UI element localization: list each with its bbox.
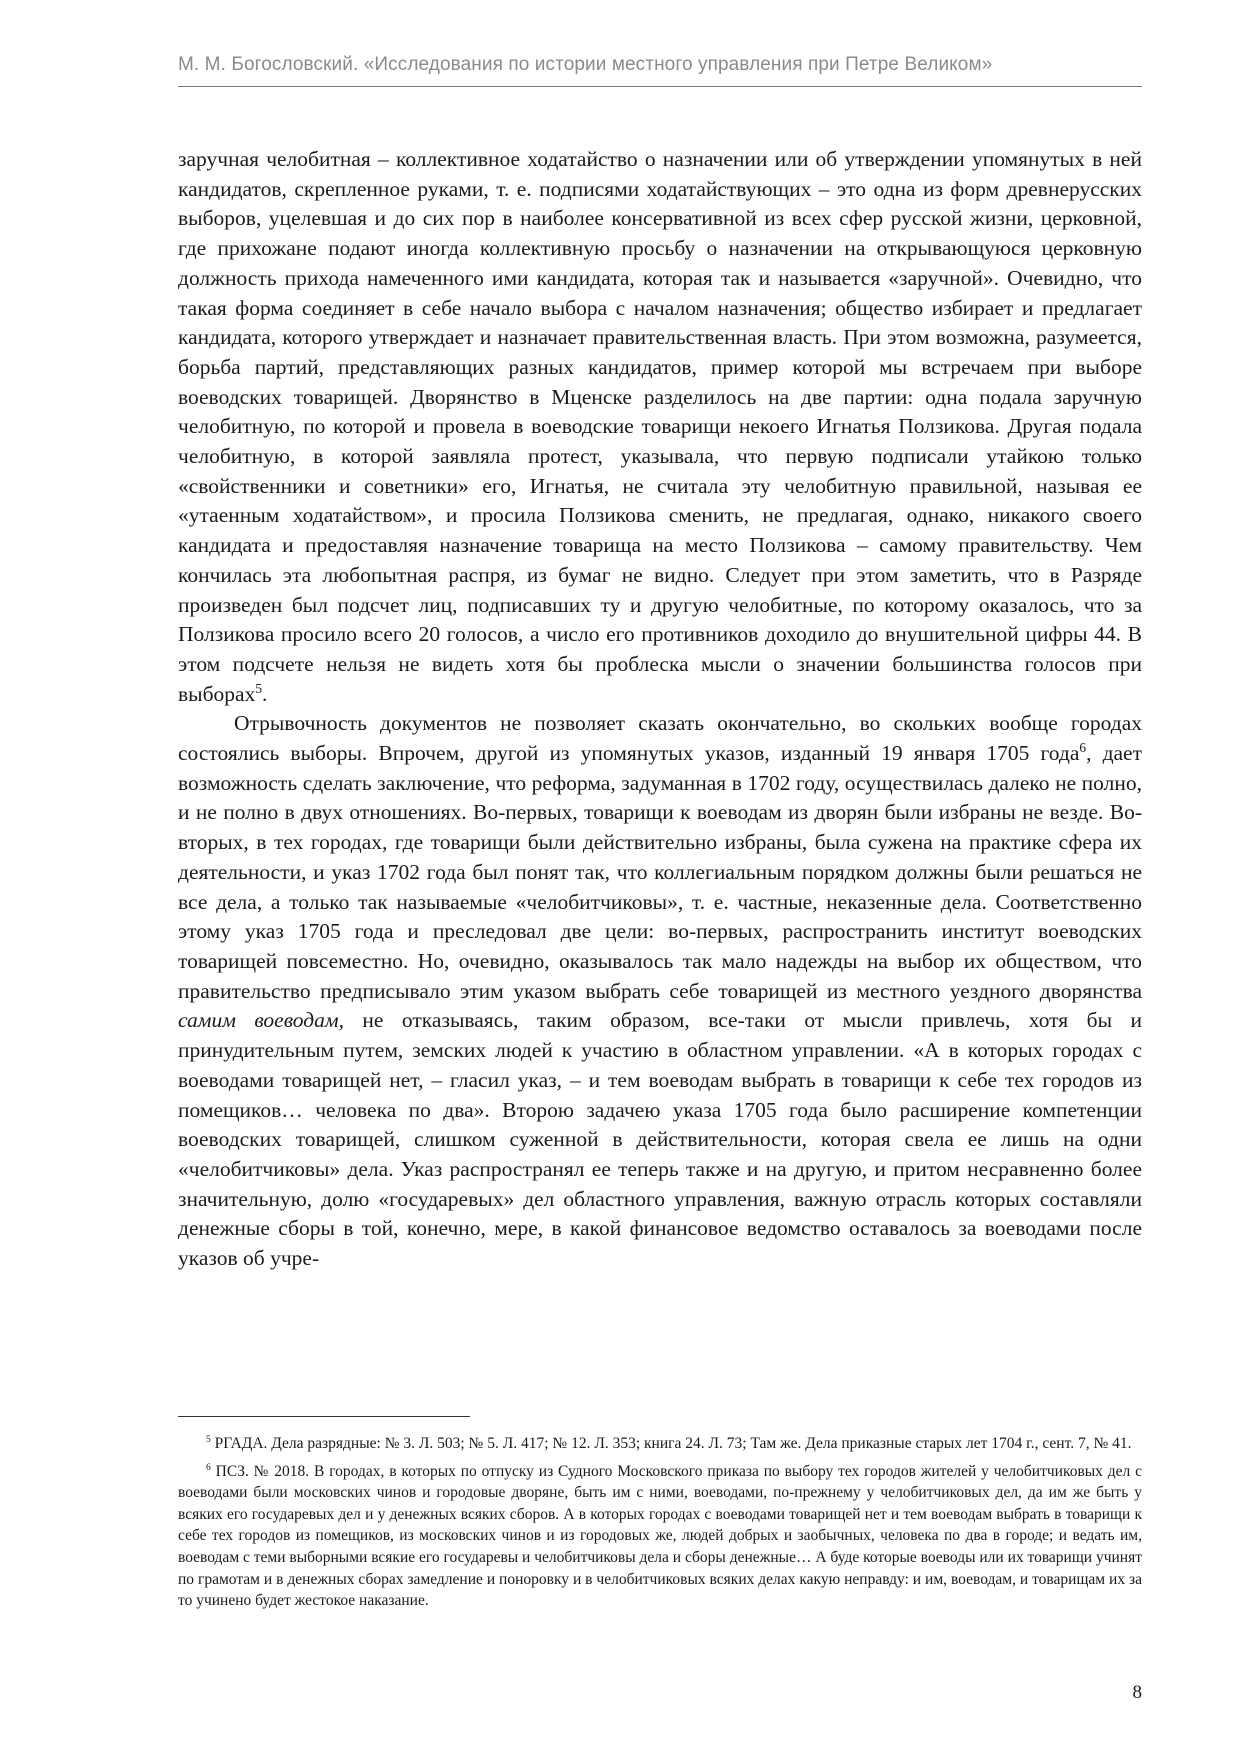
paragraph-1 xyxy=(178,145,1142,709)
footnote-text: ПСЗ. № 2018. В городах, в которых по отпуску из Судного Московского приказа по выбору тех городов жителей у челобитчиковых дел с воеводами были московских чинов и городовые дворяне, быть им с ними, воеводами, по-прежнему у челобитчиковых дел, да им же быть у всяких его государевых дел и у денежных всяких сборов. А в которых городах с воеводами товарищей нет и тем воеводам выбрать в товарищи к себе тех городов из помещиков, из московских чинов и из городовых же, людей добрых и заобычных, человека по два в городе; и ведать им, воеводам с теми выборными всякие его государевы и челобитчиковы дела и сборы денежные… А буде которые воеводы или их товарищи учинят по грамотам и в денежных сборах замедление и поноровку и в челобитчиковых всяких делах какую неправду: и им, воеводам, и товарищам их за то учинено будет жестокое наказание. xyxy=(178,1462,1143,1610)
running-header: М. М. Богословский. «Исследования по истории местного управления при Петре Великом» xyxy=(178,54,993,75)
paragraph-1-end: . xyxy=(262,681,268,706)
paragraph-2-italic: самим воеводам, xyxy=(178,1008,344,1033)
footnote-ref-6: 6 xyxy=(1079,739,1087,755)
footnote-ref-5: 5 xyxy=(255,680,263,696)
main-text xyxy=(178,145,1142,1274)
footnote-6 xyxy=(178,1461,1142,1612)
paragraph-2-text-a: Отрывочность документов не позволяет сказать окончательно, во скольких вообще городах состоялись выборы. Впрочем, другой из упомянутых указов, изданный 19 января 1705 года xyxy=(178,711,1142,766)
footnote-rule xyxy=(178,1416,470,1417)
paragraph-2 xyxy=(178,709,1142,1273)
paragraph-1-text: заручная челобитная – коллективное ходатайство о назначении или об утверждении упомянутых в ней кандидатов, скрепленное руками, т. е. подписями ходатайствующих – это одна из форм древнерусских выборов, уцелевшая и до сих пор в наиболее консервативной из всех сфер русской жизни, церковной, где прихожане подают иногда коллективную просьбу о назначении на открывающуюся церковную должность прихода намеченного ими кандидата, которая так и называется «заручной». Очевидно, что такая форма соединяет в себе начало выбора с началом назначения; общество избирает и предлагает кандидата, которого утверждает и назначает правительственная власть. При этом возможна, разумеется, борьба партий, представляющих разных кандидатов, пример которой мы встречаем при выборе воеводских товарищей. Дворянство в Мценске разделилось на две партии: одна подала заручную челобитную, по которой и провела в воеводские товарищи некоего Игнатья Ползикова. Другая подала челобитную, в которой заявляла протест, указывала, что первую подписали утайкою только «свойственники и советники» его, Игнатья, не считала эту челобитную правильной, называя ее «утаенным ходатайством», и просила Ползикова сменить, не предлагая, однако, никакого своего кандидата и предоставляя назначение товарища на место Ползикова – самому правительству. Чем кончилась эта любопытная распря, из бумаг не видно. Следует при этом заметить, что в Разряде произведен был подсчет лиц, подписавших ту и другую челобитные, по которому оказалось, что за Ползикова просило всего 20 голосов, а число его противников доходило до внушительной цифры 44. В этом подсчете нельзя не видеть хотя бы проблеска мысли о значении большинства голосов при выборах xyxy=(178,147,1142,706)
footnote-5 xyxy=(178,1433,1142,1455)
paragraph-2-text-c: не отказываясь, таким образом, все-таки от мысли привлечь, хотя бы и принудительным путем, земских людей к участию в областном управлении. «А в которых городах с воеводами товарищей нет, – гласил указ, – и тем воеводам выбрать в товарищи к себе тех городов из помещиков… человека по два». Второю задачею указа 1705 года было расширение компетенции воеводских товарищей, слишком суженной в действительности, которая свела ее лишь на одни «челобитчиковы» дела. Указ распространял ее теперь также и на другую, и притом несравненно более значительную, долю «государевых» дел областного управления, важную отрасль которых составляли денежные сборы в той, конечно, мере, в какой финансовое ведомство оставалось за воеводами после указов об учре- xyxy=(178,1008,1142,1271)
page-number: 8 xyxy=(1132,1682,1142,1703)
footnote-number: 6 xyxy=(206,1461,211,1473)
header-rule xyxy=(178,86,1142,87)
footnotes xyxy=(178,1433,1142,1618)
footnote-text: РГАДА. Дела разрядные: № 3. Л. 503; № 5. Л. 417; № 12. Л. 353; книга 24. Л. 73; Там же. Дела приказные старых лет 1704 г., сент. 7, № 41. xyxy=(214,1435,1132,1452)
footnote-number: 5 xyxy=(206,1433,211,1445)
paragraph-2-text-b: , дает возможность сделать заключение, что реформа, задуманная в 1702 году, осуществилась далеко не полно, и не полно в двух отношениях. Во-первых, товарищи к воеводам из дворян были избраны не везде. Во-вторых, в тех городах, где товарищи были действительно избраны, была сужена на практике сфера их деятельности, и указ 1702 года был понят так, что коллегиальным порядком должны были решаться не все дела, а только так называемые «челобитчиковы», т. е. частные, неказенные дела. Соответственно этому указ 1705 года и преследовал две цели: во-первых, распространить институт воеводских товарищей повсеместно. Но, очевидно, оказывалось так мало надежды на выбор их обществом, что правительство предписывало этим указом выбрать себе товарищей из местного уездного дворянства xyxy=(178,741,1142,1003)
